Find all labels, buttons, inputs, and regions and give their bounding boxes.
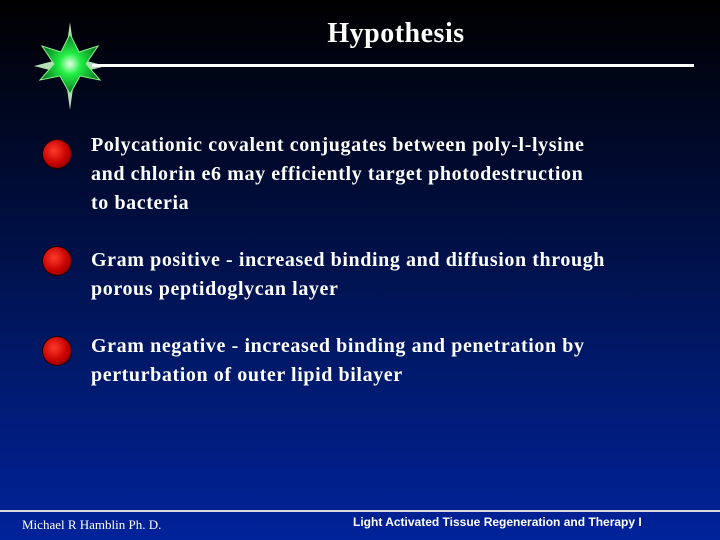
- bullet-text: Gram negative - increased binding and penetration by perturbation of outer lipid bilayer: [91, 335, 585, 386]
- footer-author: Michael R Hamblin Ph. D.: [22, 517, 162, 532]
- footer-divider: [0, 510, 720, 512]
- title-underline: [92, 64, 694, 67]
- slide-title: Hypothesis: [327, 18, 465, 49]
- red-circle-icon: [43, 247, 71, 275]
- red-circle-icon: [43, 140, 71, 168]
- footer-course-title: Light Activated Tissue Regeneration and Therapy I: [353, 515, 642, 529]
- red-circle-icon: [43, 337, 71, 365]
- bullet-text: Polycationic covalent conjugates between poly-l-lysine and chlorin e6 may efficiently target photodestruction to bacteria: [91, 134, 585, 214]
- bullet-text: Gram positive - increased binding and diffusion through porous peptidoglycan layer: [91, 249, 606, 300]
